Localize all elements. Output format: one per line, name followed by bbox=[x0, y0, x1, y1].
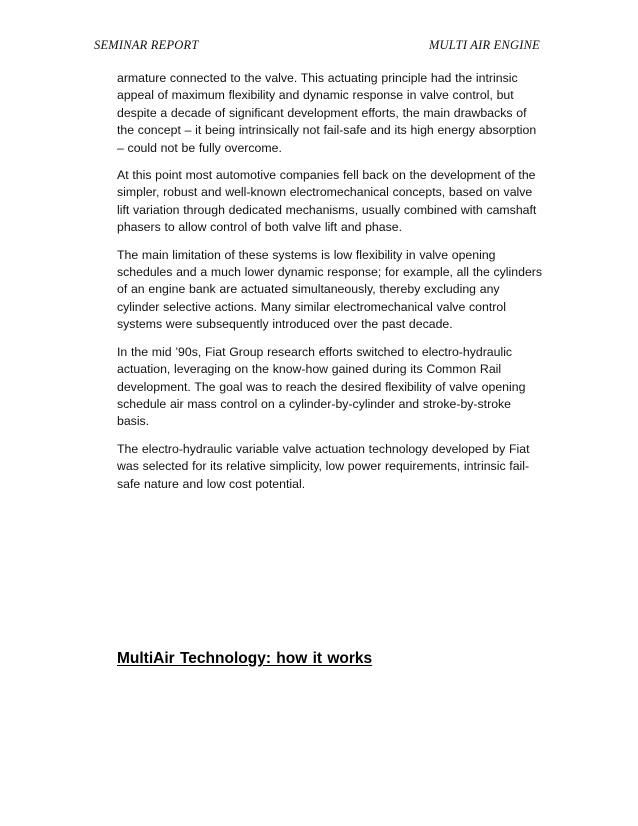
section-heading: MultiAir Technology: how it works bbox=[117, 650, 373, 667]
paragraph-armature: armature connected to the valve. This actuating principle had the intrinsic appeal of maximum flexibility and dynamic response in valve control, but despite a decade of significant development efforts, the main drawbacks of the concept – it being intrinsically not fail-safe and its high energy absorption – could not be fully overcome. bbox=[117, 71, 537, 155]
paragraph-electro-hydraulic: The electro-hydraulic variable valve actuation technology developed by Fiat was selected for its relative simplicity, low power requirements, intrinsic fail-safe nature and low cost potential. bbox=[117, 441, 530, 491]
paragraph-electromechanical: At this point most automotive companies fell back on the development of the simpler, robust and well-known electromechanical concepts, based on valve lift variation through dedicated mechanisms, usually combined with camshaft phasers to allow control of both valve lift and phase. bbox=[117, 168, 537, 235]
body-text bbox=[117, 70, 543, 503]
header-topic-title: MULTI AIR ENGINE bbox=[428, 38, 540, 52]
page-header bbox=[94, 38, 540, 53]
paragraph-fiat-research: In the mid ’90s, Fiat Group research efforts switched to electro-hydraulic actuation, leveraging on the know-how gained during its Common Rail development. The goal was to reach the desired flexibility of valve opening schedule air mass control on a cylinder-by-cylinder and stroke-by-stroke basis. bbox=[117, 344, 526, 429]
header-report-title: SEMINAR REPORT bbox=[94, 38, 199, 52]
paragraph-limitations: The main limitation of these systems is low flexibility in valve opening schedules and a much lower dynamic response; for example, all the cylinders of an engine bank are actuated simultaneously, thereby excluding any cylinder selective actions. Many similar electromechanical valve control systems were subsequently introduced over the past decade. bbox=[117, 247, 543, 332]
